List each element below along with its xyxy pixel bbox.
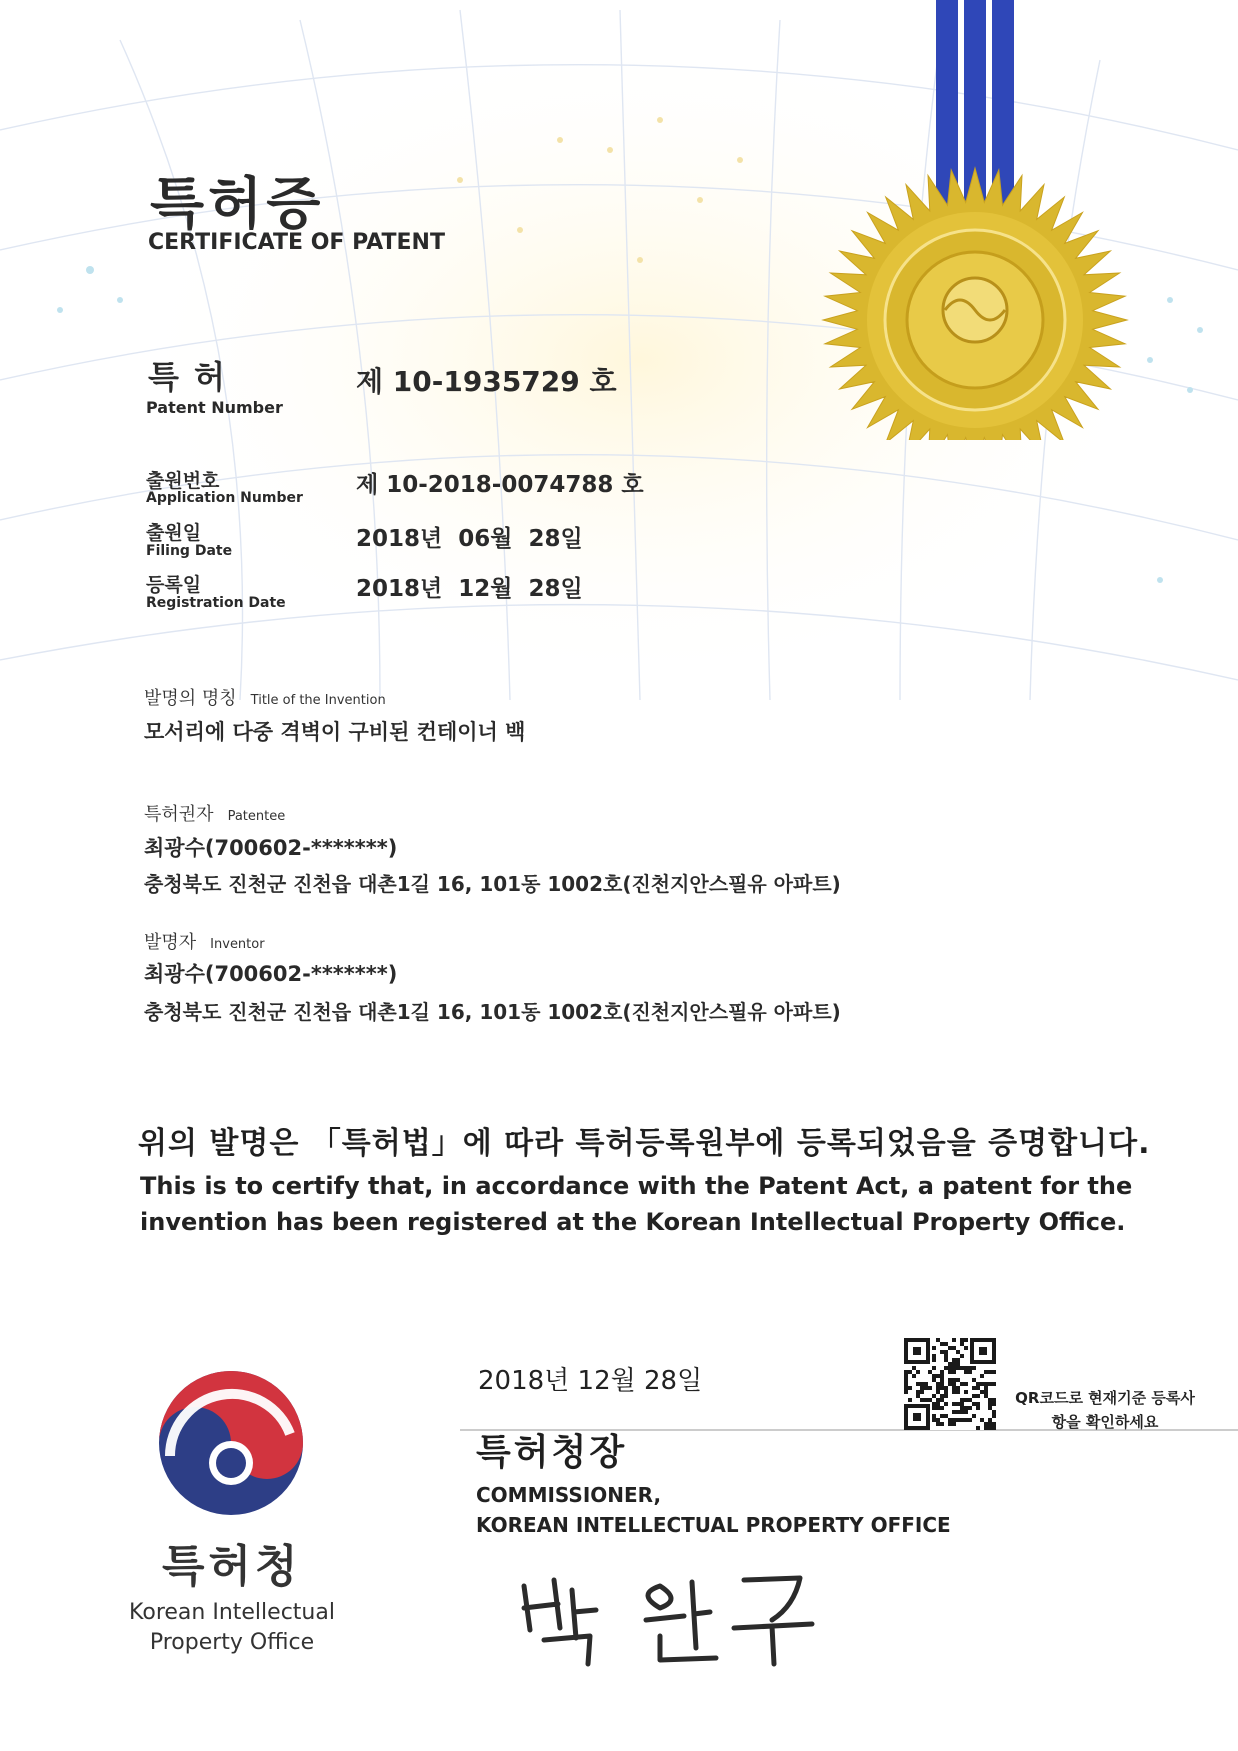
gold-seal-icon: [820, 0, 1140, 440]
office-name-ko: 특허청: [162, 1541, 302, 1592]
patentee-label-en: Patentee: [227, 809, 286, 824]
commissioner-signature: [510, 1560, 830, 1670]
application-number-label-en: Application Number: [146, 490, 303, 506]
invention-title-label-en: Title of the Invention: [250, 693, 386, 708]
qr-note: QR코드로 현재기준 등록사항을 확인하세요: [1015, 1389, 1195, 1431]
registration-date-value: 2018년 12월 28일: [356, 576, 583, 602]
commissioner-title-en: COMMISSIONER, KOREAN INTELLECTUAL PROPERTY OFFICE: [476, 1483, 951, 1537]
qr-code-icon[interactable]: [904, 1338, 996, 1430]
patent-number-label-ko: 특 허: [148, 358, 227, 396]
inventor-address: 충청북도 진천군 진천읍 대촌1길 16, 101동 1002호(진천지안스필유 아파트): [144, 1000, 841, 1024]
registration-date-label-en: Registration Date: [146, 595, 286, 611]
patentee-label: [144, 800, 285, 826]
inventor-label: [144, 928, 265, 954]
certification-statement-en: This is to certify that, in accordance with the Patent Act, a patent for the invention has been registered at the Korean Intellectual Property Office.: [140, 1172, 1133, 1236]
certificate-title-en: CERTIFICATE OF PATENT: [148, 230, 445, 255]
application-number-label-ko: 출원번호: [146, 470, 220, 492]
filing-date-value: 2018년 06월 28일: [356, 526, 583, 552]
taeguk-logo-icon: [156, 1368, 306, 1518]
patentee-name: 최광수(700602-*******): [144, 836, 398, 860]
patentee-address: 충청북도 진천군 진천읍 대촌1길 16, 101동 1002호(진천지안스필유 아파트): [144, 872, 841, 896]
application-number-value: 제 10-2018-0074788 호: [356, 472, 644, 498]
inventor-label-ko: 발명자: [144, 932, 197, 953]
registration-date-label-ko: 등록일: [146, 574, 202, 596]
inventor-label-en: Inventor: [210, 937, 265, 952]
invention-title-label-ko: 발명의 명칭: [144, 688, 237, 709]
invention-title-value: 모서리에 다중 격벽이 구비된 컨테이너 백: [144, 720, 526, 744]
invention-title-label: [144, 684, 386, 710]
patent-number-value: 제 10-1935729 호: [356, 365, 617, 398]
commissioner-title-ko: 특허청장: [476, 1432, 628, 1473]
office-name-en: Korean Intellectual Property Office: [129, 1600, 335, 1655]
certificate-title-ko: 특허증: [150, 172, 325, 237]
filing-date-label-en: Filing Date: [146, 543, 233, 559]
patentee-label-ko: 특허권자: [144, 804, 214, 825]
issue-date: 2018년 12월 28일: [478, 1366, 703, 1396]
certification-statement-ko: 위의 발명은 「특허법」에 따라 특허등록원부에 등록되었음을 증명합니다.: [138, 1126, 1151, 1161]
filing-date-label-ko: 출원일: [146, 522, 202, 544]
inventor-name: 최광수(700602-*******): [144, 962, 398, 986]
patent-number-label-en: Patent Number: [146, 398, 283, 417]
